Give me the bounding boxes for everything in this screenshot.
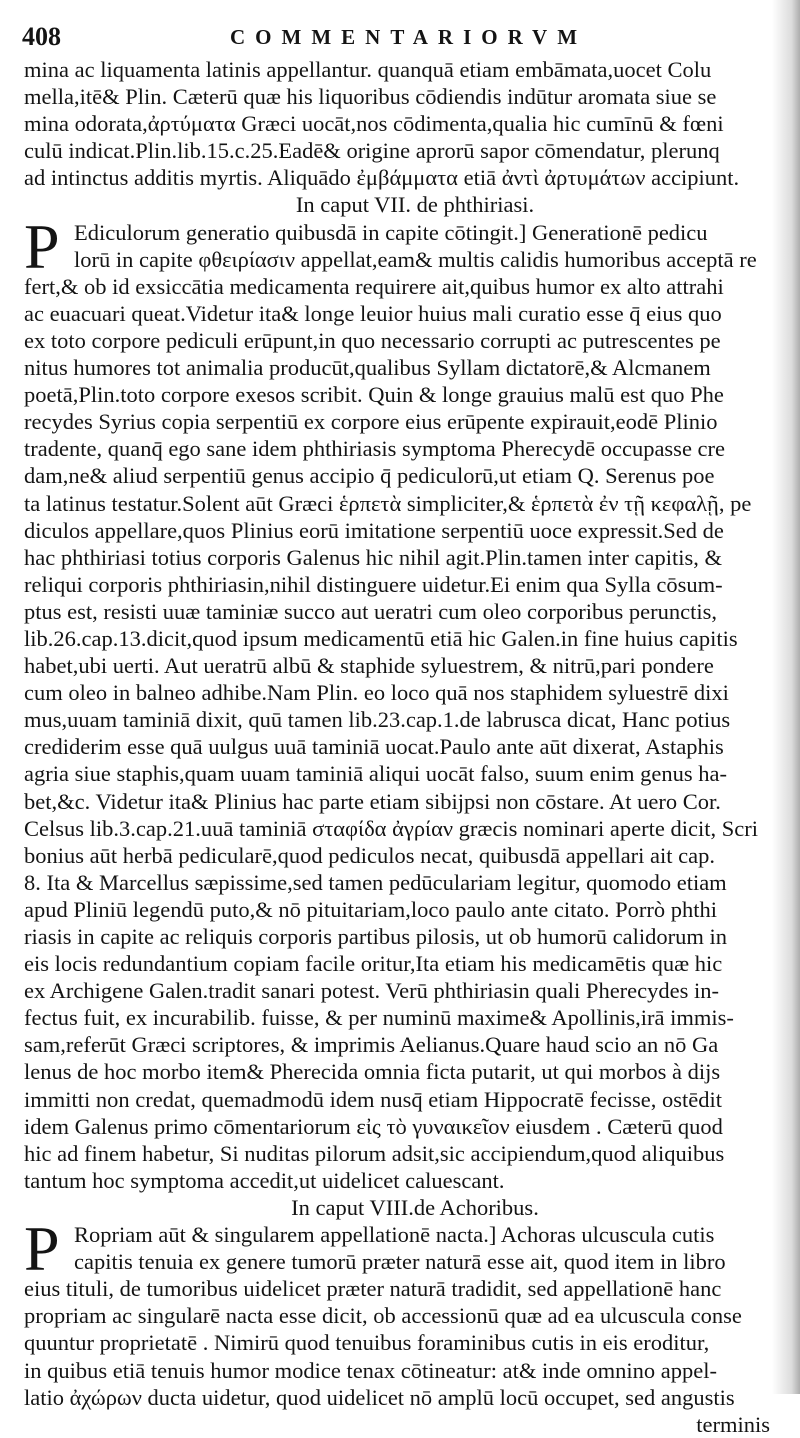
text-line: hac phthiriasi totius corporis Galenus hic nihil agit.Plin.tamen inter capitis, & xyxy=(24,544,722,570)
page-edge-shadow xyxy=(772,0,800,1394)
text-line: Ediculorum generatio quibusdā in capite cōtingit.] Generationē pedicu xyxy=(74,219,708,245)
intro-passage xyxy=(24,56,770,191)
text-line: nitus humores tot animalia producūt,qualibus Syllam dictatorē,& Alcmanem xyxy=(24,355,711,381)
text-line: propriam ac singularē nacta esse dicit, ob accessionū quæ ad ea ulcuscula conse xyxy=(24,1303,742,1329)
text-line: agria siue staphis,quam uuam taminiā aliqui uocāt falso, suum enim genus ha- xyxy=(24,761,727,787)
text-line: Ropriam aūt & singularem appellationē nacta.] Achoras ulcuscula cutis xyxy=(74,1222,715,1248)
text-line: mina ac liquamenta latinis appellantur. quanquā etiam embāmata,uocet Colu xyxy=(24,57,712,82)
text-line: mus,uuam taminiā dixit, quū tamen lib.23.cap.1.de labrusca dicat, Hanc potius xyxy=(24,707,731,733)
text-line: ex Archigene Galen.tradit sanari potest. Verū phthiriasin quali Pherecydes in- xyxy=(24,978,720,1004)
text-line: culū indicat.Plin.lib.15.c.25.Eadē& origine aprorū sapor cōmendatur, plerunq xyxy=(24,138,720,164)
text-line: capitis tenuia ex genere tumorū præter naturā esse ait, quod item in libro xyxy=(74,1249,726,1275)
text-line: quuntur proprietatē . Nimirū quod tenuibus foraminibus cutis in eis eroditur, xyxy=(24,1330,710,1356)
text-line: idem Galenus primo cōmentariorum εἰς τὸ γυναικεῖον eiusdem . Cæterū quod xyxy=(24,1113,723,1139)
main-text xyxy=(24,56,770,1438)
text-line: bonius aūt herbā pedicularē,quod pediculos necat, quibusdā appellari ait cap. xyxy=(24,842,716,868)
text-line: ad intinctus additis myrtis. Aliquādo ἐμβάμματα etiā ἀντὶ ἀρτυμάτων accipiunt. xyxy=(24,165,740,191)
text-line: lorū in capite φθειρίασιν appellat,eam& multis calidis humoribus acceptā re xyxy=(74,246,757,272)
chapter-heading-phthiriasis: In caput VII. de phthiriasi. xyxy=(295,192,535,218)
text-line: latio ἀχώρων ducta uidetur, quod uidelicet nō amplū locū occupet, sed angustis xyxy=(24,1384,735,1410)
text-line: mella,itē& Plin. Cæterū quæ his liquoribus cōdiendis indūtur aromata siue se xyxy=(24,84,717,110)
text-line: hic ad finem habetur, Si nuditas pilorum adsit,sic accipiendum,quod aliquibus xyxy=(24,1140,725,1166)
text-line: in quibus etiā tenuis humor modice tenax cōtineatur: at& inde omnino appel- xyxy=(24,1357,717,1383)
text-line: ta latinus testatur.Solent aūt Græci ἑρπετὰ simpliciter,& ἑρπετὰ ἐν τῇ κεφαλῇ, pe xyxy=(24,490,752,516)
text-line: ac euacuari queat.Videtur ita& longe leuior huius mali curatio esse q̄ eius quo xyxy=(24,300,722,326)
text-line: sam,referūt Græci scriptores, & imprimis Aelianus.Quare haud scio an nō Ga xyxy=(24,1032,719,1058)
chapter-heading-achores: In caput VIII.de Achoribus. xyxy=(291,1194,539,1220)
text-line: ptus est, resisti uuæ taminiæ succo aut ueratri cum oleo corporibus perunctis, xyxy=(24,598,717,624)
text-line: mina odorata,ἀρτύματα Græci uocāt,nos cōdimenta,qualia hic cumīnū & fœni xyxy=(24,111,724,137)
text-line: habet,ubi uerti. Aut ueratrū albū & staphide syluestrem, & nitrū,pari pondere xyxy=(24,653,714,679)
paragraph-phthiriasis xyxy=(24,210,770,1194)
text-line: apud Pliniū legendū puto,& nō pituitariam,loco paulo ante citato. Porrò phthi xyxy=(24,896,718,922)
text-line: fectus fuit, ex incurabilib. fuisse, & per numinū maxime& Apollinis,irā immis- xyxy=(24,1005,734,1031)
text-line: tantum hoc symptoma accedit,ut uidelicet caluescant. xyxy=(24,1167,505,1193)
text-line: eius tituli, de tumoribus uidelicet præter naturā tradidit, sed appellationē hanc xyxy=(24,1276,722,1302)
text-line: lenus de hoc morbo item& Pherecida omnia ficta putarit, ut qui morbos à dijs xyxy=(24,1059,721,1085)
text-line: crediderim esse quā uulgus uuā taminiā uocat.Paulo ante aūt dixerat, Astaphis xyxy=(24,734,724,760)
running-title: COMMENTARIORVM xyxy=(230,25,588,49)
text-line: diculos appellare,quos Plinius eorū imitatione serpentiū uoce expressit.Sed de xyxy=(24,517,724,543)
text-line: Celsus lib.3.cap.21.uuā taminiā σταφίδα ἀγρίαν græcis nominari aperte dicit, Scri xyxy=(24,815,758,841)
text-line: bet,&c. Videtur ita& Plinius hac parte etiam sibijpsi non cōstare. At uero Cor. xyxy=(24,788,721,814)
text-line: reliqui corporis phthiriasin,nihil distinguere uidetur.Ei enim qua Sylla cōsum- xyxy=(24,571,723,597)
paragraph-achores xyxy=(24,1213,770,1411)
text-line: fert,& ob id exsiccātia medicamenta requirere ait,quibus humor ex alto attrahi xyxy=(24,273,724,299)
text-line: lib.26.cap.13.dicit,quod ipsum medicamentū etiā hic Galen.in fine huius capitis xyxy=(24,625,738,651)
drop-cap-initial: P xyxy=(24,1213,60,1285)
running-head xyxy=(22,22,782,52)
text-line: recydes Syrius copia serpentiū ex corpore eius erūpente expirauit,eodē Plinio xyxy=(24,409,718,435)
text-line: 8. Ita & Marcellus sæpissime,sed tamen pedūculariam legitur, quomodo etiam xyxy=(24,869,727,895)
page-number: 408 xyxy=(22,22,61,51)
text-line: ex toto corpore pediculi erūpunt,in quo necessario corrupti ac putrescentes pe xyxy=(24,327,721,353)
text-line: poetā,Plin.toto corpore exesos scribit. Quin & longe grauius malū est quo Phe xyxy=(24,382,724,408)
drop-cap-initial: P xyxy=(24,210,60,282)
text-line: riasis in capite ac reliquis corporis partibus pilosis, ut ob humorū calidorum in xyxy=(24,924,727,949)
text-line: immitti non credat, quemadmodū idem nusq̄ etiam Hippocratē fecisse, ostēdit xyxy=(24,1086,722,1112)
text-line: eis locis redundantium copiam facile oritur,Ita etiam his medicamētis quæ hic xyxy=(24,951,723,977)
text-line: dam,ne& aliud serpentiū genus accipio q̄ pediculorū,ut etiam Q. Serenus poe xyxy=(24,463,715,489)
text-line: cum oleo in balneo adhibe.Nam Plin. eo loco quā nos staphidem syluestrē dixi xyxy=(24,680,729,706)
text-line: tradente, quanq̄ ego sane idem phthiriasis symptoma Pherecydē occupasse cre xyxy=(24,436,726,462)
catchword: terminis xyxy=(696,1411,770,1437)
